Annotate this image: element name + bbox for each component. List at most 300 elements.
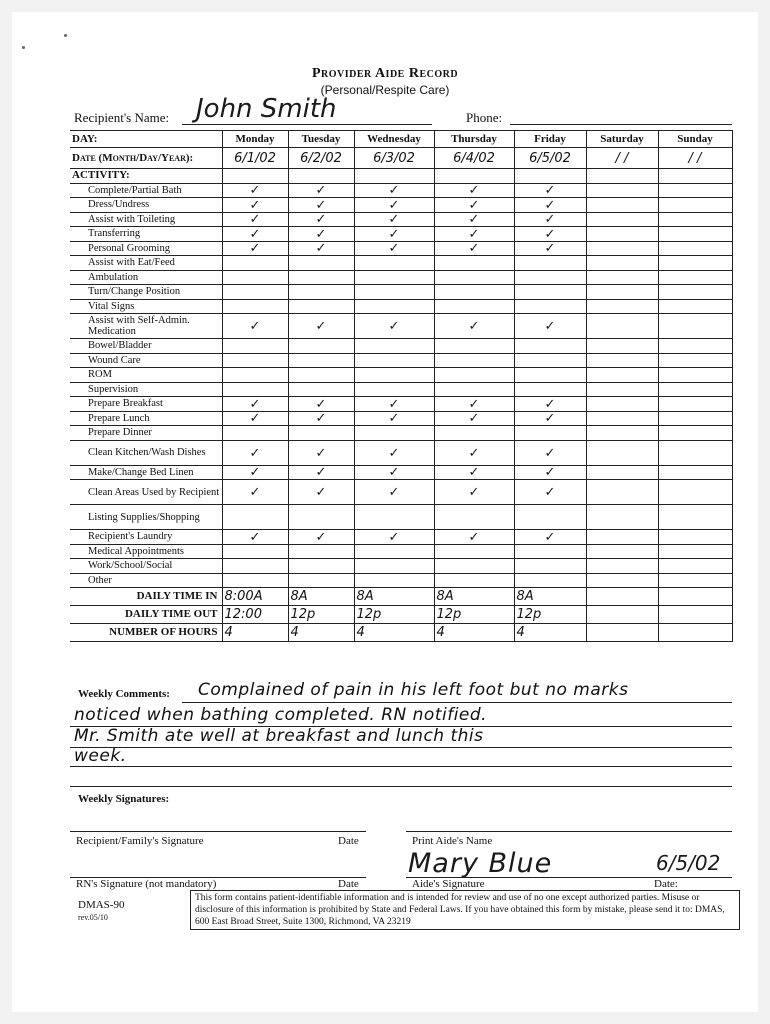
check-cell-saturday[interactable] <box>586 241 658 256</box>
time-out-wednesday[interactable]: 12p <box>354 606 434 624</box>
checkmark-icon: ✓ <box>388 226 400 241</box>
check-cell-tuesday[interactable] <box>288 426 354 441</box>
check-cell-friday[interactable] <box>514 465 586 480</box>
checkmark-icon: ✓ <box>544 529 556 544</box>
checkmark-icon: ✓ <box>468 183 480 198</box>
check-cell-thursday[interactable] <box>434 241 514 256</box>
checkmark-icon: ✓ <box>249 465 261 480</box>
check-cell-tuesday[interactable] <box>288 573 354 588</box>
time-out-friday[interactable]: 12p <box>514 606 586 624</box>
check-cell-monday[interactable] <box>222 270 288 285</box>
date-sunday[interactable]: / / <box>658 148 732 169</box>
check-cell-thursday[interactable] <box>434 505 514 530</box>
day-thursday: Thursday <box>434 131 514 148</box>
activity-label: Dress/Undress <box>70 198 222 213</box>
time-in-tuesday[interactable]: 8A <box>288 588 354 606</box>
check-cell-friday[interactable] <box>514 314 586 339</box>
checkmark-icon: ✓ <box>468 241 480 256</box>
date-thursday[interactable]: 6/4/02 <box>434 148 514 169</box>
activity-label: ROM <box>70 368 222 383</box>
check-cell-monday[interactable] <box>222 530 288 545</box>
check-cell-sunday[interactable] <box>658 241 732 256</box>
phone-line[interactable] <box>510 124 732 125</box>
check-cell-saturday[interactable] <box>586 314 658 339</box>
activity-label: Transferring <box>70 227 222 242</box>
check-cell-monday[interactable] <box>222 314 288 339</box>
check-cell-monday[interactable] <box>222 241 288 256</box>
comment-line <box>182 702 732 703</box>
checkmark-icon: ✓ <box>315 319 327 334</box>
check-cell-wednesday[interactable] <box>354 530 434 545</box>
check-cell-sunday[interactable] <box>658 339 732 354</box>
time-out-tuesday[interactable]: 12p <box>288 606 354 624</box>
check-cell-tuesday[interactable] <box>288 465 354 480</box>
activity-row <box>70 270 732 285</box>
check-cell-monday[interactable] <box>222 339 288 354</box>
check-cell-thursday[interactable] <box>434 411 514 426</box>
check-cell-sunday[interactable] <box>658 411 732 426</box>
time-in-wednesday[interactable]: 8A <box>354 588 434 606</box>
activity-label: Prepare Lunch <box>70 411 222 426</box>
check-cell-saturday[interactable] <box>586 270 658 285</box>
check-cell-thursday[interactable] <box>434 426 514 441</box>
check-cell-thursday[interactable] <box>434 397 514 412</box>
hours-saturday[interactable] <box>586 624 658 642</box>
check-cell-sunday[interactable] <box>658 227 732 242</box>
check-cell-wednesday[interactable] <box>354 465 434 480</box>
check-cell-monday[interactable] <box>222 411 288 426</box>
check-cell-monday[interactable] <box>222 426 288 441</box>
check-cell-wednesday[interactable] <box>354 227 434 242</box>
recipient-signature-line[interactable] <box>70 831 366 832</box>
checkmark-icon: ✓ <box>315 197 327 212</box>
checkmark-icon: ✓ <box>388 241 400 256</box>
check-cell-wednesday[interactable] <box>354 241 434 256</box>
check-cell-wednesday[interactable] <box>354 256 434 271</box>
check-cell-sunday[interactable] <box>658 198 732 213</box>
activity-label: Assist with Toileting <box>70 212 222 227</box>
check-cell-tuesday[interactable] <box>288 505 354 530</box>
check-cell-sunday[interactable] <box>658 256 732 271</box>
checkmark-icon: ✓ <box>388 197 400 212</box>
checkmark-icon: ✓ <box>544 197 556 212</box>
hours-friday[interactable]: 4 <box>514 624 586 642</box>
check-cell-sunday[interactable] <box>658 559 732 574</box>
check-cell-friday[interactable] <box>514 198 586 213</box>
check-cell-saturday[interactable] <box>586 353 658 368</box>
activity-label: Prepare Dinner <box>70 426 222 441</box>
check-cell-tuesday[interactable] <box>288 544 354 559</box>
checkmark-icon: ✓ <box>468 411 480 426</box>
check-cell-thursday[interactable] <box>434 530 514 545</box>
check-cell-thursday[interactable] <box>434 285 514 300</box>
check-cell-wednesday[interactable] <box>354 544 434 559</box>
check-cell-wednesday[interactable] <box>354 426 434 441</box>
check-cell-wednesday[interactable] <box>354 397 434 412</box>
activity-row <box>70 198 732 213</box>
checkmark-icon: ✓ <box>468 529 480 544</box>
recipient-name-line <box>182 124 432 125</box>
check-cell-saturday[interactable] <box>586 465 658 480</box>
check-cell-monday[interactable] <box>222 505 288 530</box>
hours-sunday[interactable] <box>658 624 732 642</box>
check-cell-sunday[interactable] <box>658 426 732 441</box>
check-cell-sunday[interactable] <box>658 530 732 545</box>
check-cell-saturday[interactable] <box>586 559 658 574</box>
activity-row <box>70 299 732 314</box>
check-cell-saturday[interactable] <box>586 227 658 242</box>
check-cell-friday[interactable] <box>514 397 586 412</box>
check-cell-tuesday[interactable] <box>288 411 354 426</box>
check-cell-sunday[interactable] <box>658 573 732 588</box>
activity-row <box>70 480 732 505</box>
check-cell-thursday[interactable] <box>434 227 514 242</box>
check-cell-saturday[interactable] <box>586 212 658 227</box>
check-cell-sunday[interactable] <box>658 505 732 530</box>
checkmark-icon: ✓ <box>388 212 400 227</box>
check-cell-thursday[interactable] <box>434 299 514 314</box>
check-cell-wednesday[interactable] <box>354 270 434 285</box>
check-cell-wednesday[interactable] <box>354 198 434 213</box>
weekly-comment-line-2[interactable]: noticed when bathing completed. RN notified. <box>74 705 488 725</box>
activity-row <box>70 505 732 530</box>
check-cell-tuesday[interactable] <box>288 440 354 465</box>
date-tuesday[interactable]: 6/2/02 <box>288 148 354 169</box>
checkmark-icon: ✓ <box>544 396 556 411</box>
checkmark-icon: ✓ <box>468 465 480 480</box>
activity-label: Prepare Breakfast <box>70 397 222 412</box>
check-cell-monday[interactable] <box>222 573 288 588</box>
check-cell-tuesday[interactable] <box>288 198 354 213</box>
check-cell-thursday[interactable] <box>434 353 514 368</box>
check-cell-monday[interactable] <box>222 480 288 505</box>
check-cell-saturday[interactable] <box>586 368 658 383</box>
check-cell-monday[interactable] <box>222 183 288 198</box>
aide-signature-date[interactable]: 6/5/02 <box>656 851 721 875</box>
check-cell-saturday[interactable] <box>586 299 658 314</box>
check-cell-thursday[interactable] <box>434 314 514 339</box>
check-cell-tuesday[interactable] <box>288 183 354 198</box>
hours-row <box>70 624 732 642</box>
check-cell-friday[interactable] <box>514 382 586 397</box>
check-cell-friday[interactable] <box>514 480 586 505</box>
checkmark-icon: ✓ <box>388 465 400 480</box>
weekly-comment-line-4[interactable]: week. <box>74 746 127 766</box>
check-cell-wednesday[interactable] <box>354 314 434 339</box>
time-in-sunday[interactable] <box>658 588 732 606</box>
checkmark-icon: ✓ <box>544 411 556 426</box>
check-cell-thursday[interactable] <box>434 440 514 465</box>
check-cell-friday[interactable] <box>514 299 586 314</box>
activity-row <box>70 227 732 242</box>
check-cell-tuesday[interactable] <box>288 212 354 227</box>
check-cell-friday[interactable] <box>514 368 586 383</box>
check-cell-saturday[interactable] <box>586 397 658 412</box>
hours-tuesday[interactable]: 4 <box>288 624 354 642</box>
check-cell-saturday[interactable] <box>586 339 658 354</box>
day-tuesday: Tuesday <box>288 131 354 148</box>
time-in-row <box>70 588 732 606</box>
check-cell-sunday[interactable] <box>658 270 732 285</box>
date-friday[interactable]: 6/5/02 <box>514 148 586 169</box>
check-cell-monday[interactable] <box>222 227 288 242</box>
check-cell-saturday[interactable] <box>586 530 658 545</box>
check-cell-sunday[interactable] <box>658 480 732 505</box>
comment-line <box>70 747 732 748</box>
check-cell-wednesday[interactable] <box>354 183 434 198</box>
time-out-thursday[interactable]: 12p <box>434 606 514 624</box>
check-cell-sunday[interactable] <box>658 212 732 227</box>
check-cell-sunday[interactable] <box>658 314 732 339</box>
check-cell-friday[interactable] <box>514 530 586 545</box>
check-cell-wednesday[interactable] <box>354 353 434 368</box>
time-in-friday[interactable]: 8A <box>514 588 586 606</box>
activity-label: ACTIVITY: <box>70 169 222 184</box>
check-cell-wednesday[interactable] <box>354 411 434 426</box>
check-cell-wednesday[interactable] <box>354 559 434 574</box>
activity-label: Listing Supplies/Shopping <box>70 505 222 530</box>
check-cell-tuesday[interactable] <box>288 285 354 300</box>
hours-wednesday[interactable]: 4 <box>354 624 434 642</box>
check-cell-tuesday[interactable] <box>288 353 354 368</box>
check-cell-wednesday[interactable] <box>354 368 434 383</box>
check-cell-tuesday[interactable] <box>288 270 354 285</box>
check-cell-sunday[interactable] <box>658 368 732 383</box>
form-title: Provider Aide Record <box>311 66 459 81</box>
time-out-sunday[interactable] <box>658 606 732 624</box>
check-cell-friday[interactable] <box>514 339 586 354</box>
day-header-row <box>70 131 732 148</box>
checkmark-icon: ✓ <box>315 465 327 480</box>
activity-grid <box>70 130 733 642</box>
activity-row <box>70 212 732 227</box>
checkmark-icon: ✓ <box>249 241 261 256</box>
check-cell-monday[interactable] <box>222 198 288 213</box>
check-cell-saturday[interactable] <box>586 426 658 441</box>
check-cell-monday[interactable] <box>222 285 288 300</box>
activity-label: Complete/Partial Bath <box>70 183 222 198</box>
checkmark-icon: ✓ <box>249 396 261 411</box>
print-aide-name-line[interactable] <box>406 831 732 832</box>
checkmark-icon: ✓ <box>315 485 327 500</box>
check-cell-sunday[interactable] <box>658 440 732 465</box>
check-cell-thursday[interactable] <box>434 212 514 227</box>
check-cell-tuesday[interactable] <box>288 241 354 256</box>
check-cell-saturday[interactable] <box>586 411 658 426</box>
check-cell-wednesday[interactable] <box>354 480 434 505</box>
check-cell-thursday[interactable] <box>434 382 514 397</box>
check-cell-friday[interactable] <box>514 285 586 300</box>
checkmark-icon: ✓ <box>249 445 261 461</box>
checkmark-icon: ✓ <box>388 445 400 461</box>
check-cell-wednesday[interactable] <box>354 299 434 314</box>
check-cell-thursday[interactable] <box>434 544 514 559</box>
hours-thursday[interactable]: 4 <box>434 624 514 642</box>
check-cell-monday[interactable] <box>222 299 288 314</box>
check-cell-wednesday[interactable] <box>354 285 434 300</box>
check-cell-monday[interactable] <box>222 544 288 559</box>
checkmark-icon: ✓ <box>388 183 400 198</box>
check-cell-monday[interactable] <box>222 559 288 574</box>
hours-monday[interactable]: 4 <box>222 624 288 642</box>
check-cell-sunday[interactable] <box>658 465 732 480</box>
check-cell-wednesday[interactable] <box>354 212 434 227</box>
check-cell-tuesday[interactable] <box>288 559 354 574</box>
check-cell-monday[interactable] <box>222 465 288 480</box>
check-cell-tuesday[interactable] <box>288 299 354 314</box>
activity-label: Other <box>70 573 222 588</box>
check-cell-friday[interactable] <box>514 440 586 465</box>
scan-speck <box>22 46 25 49</box>
check-cell-thursday[interactable] <box>434 256 514 271</box>
date-monday[interactable]: 6/1/02 <box>222 148 288 169</box>
check-cell-friday[interactable] <box>514 183 586 198</box>
check-cell-wednesday[interactable] <box>354 382 434 397</box>
check-cell-monday[interactable] <box>222 353 288 368</box>
check-cell-friday[interactable] <box>514 353 586 368</box>
weekly-comment-line-1[interactable]: Complained of pain in his left foot but no marks <box>198 680 629 700</box>
date-wednesday[interactable]: 6/3/02 <box>354 148 434 169</box>
check-cell-friday[interactable] <box>514 559 586 574</box>
check-cell-saturday[interactable] <box>586 505 658 530</box>
activity-label: Recipient's Laundry <box>70 530 222 545</box>
check-cell-friday[interactable] <box>514 573 586 588</box>
check-cell-monday[interactable] <box>222 397 288 412</box>
check-cell-saturday[interactable] <box>586 198 658 213</box>
check-cell-friday[interactable] <box>514 426 586 441</box>
check-cell-thursday[interactable] <box>434 339 514 354</box>
check-cell-monday[interactable] <box>222 256 288 271</box>
check-cell-tuesday[interactable] <box>288 368 354 383</box>
check-cell-thursday[interactable] <box>434 573 514 588</box>
time-out-monday[interactable]: 12:00 <box>222 606 288 624</box>
check-cell-sunday[interactable] <box>658 183 732 198</box>
print-aide-name-label: Print Aide's Name <box>412 835 493 847</box>
check-cell-friday[interactable] <box>514 270 586 285</box>
weekly-comment-line-3[interactable]: Mr. Smith ate well at breakfast and lunch this <box>74 726 484 746</box>
checkmark-icon: ✓ <box>315 226 327 241</box>
checkmark-icon: ✓ <box>468 445 480 461</box>
check-cell-friday[interactable] <box>514 505 586 530</box>
check-cell-friday[interactable] <box>514 227 586 242</box>
time-in-monday[interactable]: 8:00A <box>222 588 288 606</box>
check-cell-sunday[interactable] <box>658 397 732 412</box>
date-row <box>70 148 732 169</box>
check-cell-saturday[interactable] <box>586 440 658 465</box>
form-subtitle: (Personal/Respite Care) <box>320 83 450 97</box>
check-cell-saturday[interactable] <box>586 183 658 198</box>
check-cell-thursday[interactable] <box>434 465 514 480</box>
activity-label: Wound Care <box>70 353 222 368</box>
activity-label: Work/School/Social <box>70 559 222 574</box>
check-cell-thursday[interactable] <box>434 270 514 285</box>
recipient-date-label: Date <box>338 835 359 847</box>
check-cell-thursday[interactable] <box>434 183 514 198</box>
checkmark-icon: ✓ <box>388 485 400 500</box>
check-cell-tuesday[interactable] <box>288 339 354 354</box>
comment-line <box>70 786 732 787</box>
check-cell-thursday[interactable] <box>434 198 514 213</box>
activity-label: Supervision <box>70 382 222 397</box>
check-cell-tuesday[interactable] <box>288 397 354 412</box>
activity-label: Ambulation <box>70 270 222 285</box>
weekly-comments-label: Weekly Comments: <box>78 688 170 700</box>
checkmark-icon: ✓ <box>315 529 327 544</box>
checkmark-icon: ✓ <box>388 396 400 411</box>
checkmark-icon: ✓ <box>249 197 261 212</box>
check-cell-saturday[interactable] <box>586 382 658 397</box>
check-cell-friday[interactable] <box>514 411 586 426</box>
activity-label: Turn/Change Position <box>70 285 222 300</box>
time-in-thursday[interactable]: 8A <box>434 588 514 606</box>
check-cell-tuesday[interactable] <box>288 382 354 397</box>
check-cell-friday[interactable] <box>514 256 586 271</box>
checkmark-icon: ✓ <box>544 212 556 227</box>
check-cell-tuesday[interactable] <box>288 256 354 271</box>
activity-row <box>70 368 732 383</box>
check-cell-sunday[interactable] <box>658 544 732 559</box>
activity-row <box>70 411 732 426</box>
check-cell-friday[interactable] <box>514 241 586 256</box>
check-cell-tuesday[interactable] <box>288 480 354 505</box>
time-in-saturday[interactable] <box>586 588 658 606</box>
check-cell-wednesday[interactable] <box>354 339 434 354</box>
day-wednesday: Wednesday <box>354 131 434 148</box>
check-cell-saturday[interactable] <box>586 256 658 271</box>
recipient-name-value[interactable]: John Smith <box>196 94 337 124</box>
check-cell-wednesday[interactable] <box>354 505 434 530</box>
check-cell-sunday[interactable] <box>658 353 732 368</box>
check-cell-monday[interactable] <box>222 440 288 465</box>
check-cell-saturday[interactable] <box>586 573 658 588</box>
check-cell-sunday[interactable] <box>658 382 732 397</box>
checkmark-icon: ✓ <box>249 485 261 500</box>
checkmark-icon: ✓ <box>544 445 556 461</box>
check-cell-wednesday[interactable] <box>354 573 434 588</box>
check-cell-monday[interactable] <box>222 382 288 397</box>
check-cell-tuesday[interactable] <box>288 227 354 242</box>
time-out-label: DAILY TIME OUT <box>70 606 222 624</box>
check-cell-sunday[interactable] <box>658 285 732 300</box>
time-out-row <box>70 606 732 624</box>
checkmark-icon: ✓ <box>468 212 480 227</box>
check-cell-wednesday[interactable] <box>354 440 434 465</box>
activity-row <box>70 183 732 198</box>
checkmark-icon: ✓ <box>544 241 556 256</box>
check-cell-tuesday[interactable] <box>288 314 354 339</box>
check-cell-friday[interactable] <box>514 544 586 559</box>
check-cell-thursday[interactable] <box>434 368 514 383</box>
check-cell-monday[interactable] <box>222 212 288 227</box>
checkmark-icon: ✓ <box>315 411 327 426</box>
check-cell-thursday[interactable] <box>434 480 514 505</box>
time-out-saturday[interactable] <box>586 606 658 624</box>
check-cell-monday[interactable] <box>222 368 288 383</box>
date-saturday[interactable]: / / <box>586 148 658 169</box>
activity-row <box>70 440 732 465</box>
check-cell-saturday[interactable] <box>586 544 658 559</box>
check-cell-thursday[interactable] <box>434 559 514 574</box>
activity-row <box>70 544 732 559</box>
aide-signature[interactable]: Mary Blue <box>408 848 553 879</box>
check-cell-saturday[interactable] <box>586 285 658 300</box>
check-cell-sunday[interactable] <box>658 299 732 314</box>
activity-row <box>70 465 732 480</box>
checkmark-icon: ✓ <box>249 212 261 227</box>
check-cell-friday[interactable] <box>514 212 586 227</box>
check-cell-tuesday[interactable] <box>288 530 354 545</box>
check-cell-saturday[interactable] <box>586 480 658 505</box>
